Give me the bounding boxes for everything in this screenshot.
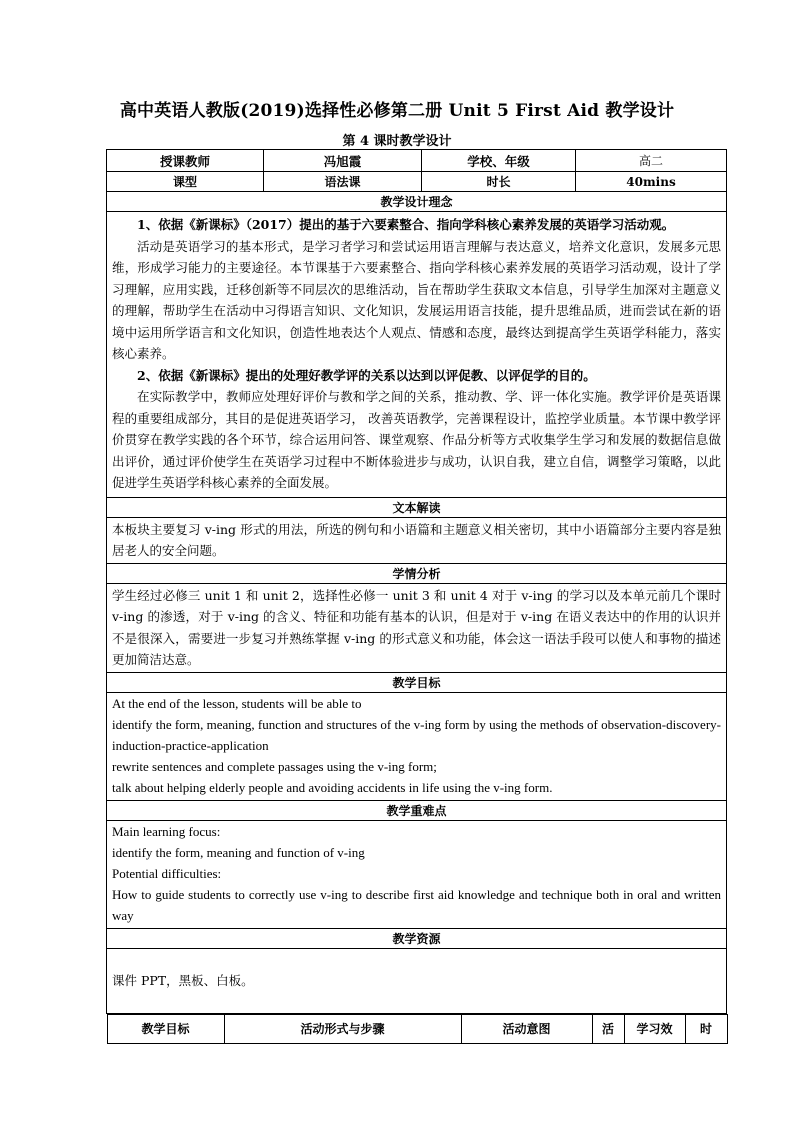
document-subtitle: 第 4 课时教学设计 [342,134,452,149]
concept-body [107,212,727,498]
concept-body-row [107,212,727,498]
key-points-heading-row [107,800,727,820]
lesson-type-value: 语法课 [264,172,422,192]
process-col-intent: 活动意图 [461,1014,592,1043]
objectives-body-row [107,692,727,800]
key-points-heading: 教学重难点 [107,800,727,820]
resources-heading-row [107,928,727,948]
text-analysis-body: 本板块主要复习 v-ing 形式的用法，所选的例句和小语篇和主题意义相关密切，其中小语篇部分主要内容是独居老人的安全问题。 [107,517,727,563]
difficulties-item: How to guide students to correctly use v-ing to describe first aid knowledge and technique both in oral and written way [112,886,721,923]
main-focus-label: Main learning focus: [112,823,221,839]
resources-heading: 教学资源 [107,928,727,948]
objectives-body [107,692,727,800]
process-header-table [107,1014,728,1044]
concept-basis-2: 2、依据《新课标》提出的处理好教学评的关系以达到以评促教、以评促学的目的。 [137,367,596,383]
lesson-plan-table [106,149,727,1044]
concept-heading: 教学设计理念 [107,192,727,212]
learner-analysis-heading: 学情分析 [107,563,727,583]
process-col-effect: 学习效 [624,1014,685,1043]
objectives-heading: 教学目标 [107,672,727,692]
resources-body: 课件 PPT，黑板、白板。 [107,948,727,1013]
objective-item-1: identify the form, meaning, function and structures of the v-ing form by using the methods of observation-discovery-induction-practice-application [112,716,721,753]
learner-analysis-heading-row [107,563,727,583]
process-header-row [107,1013,727,1044]
concept-paragraph-2: 在实际教学中，教师应处理好评价与教和学之间的关系，推动教、学、评一体化实施。教学评价是英语课程的重要组成部分，其目的是促进英语学习， 改善英语教学，完善课程设计，监控学业质量。本节课中教学评价贯穿在教学实践的各个环节，综合运用问答、课堂观察、作品分析等方式收集学生学习和发展的数据信息做出评价，通过评价使学生在英语学习过程中不断体验进步与成功，认识自我，建立自信，调整学习策略，以此促进学生英语学科核心素养的全面发展。 [112,389,721,490]
lesson-type-label: 课型 [107,172,264,192]
objective-intro: At the end of the lesson, students will be able to [112,695,362,711]
teacher-label: 授课教师 [107,150,264,172]
info-row-teacher [107,150,727,172]
objective-item-3: talk about helping elderly people and avoiding accidents in life using the v-ing form. [112,779,553,795]
text-analysis-body-row [107,517,727,563]
objective-item-2: rewrite sentences and complete passages using the v-ing form; [112,758,437,774]
process-col-objective: 教学目标 [107,1014,224,1043]
process-col-time: 时 [685,1014,727,1043]
school-grade-label: 学校、年级 [422,150,576,172]
main-focus-item: identify the form, meaning and function of v-ing [112,844,365,860]
document-title: 高中英语人教版(2019)选择性必修第二册 Unit 5 First Aid 教学设计 [119,101,675,121]
process-col-activity-short: 活 [592,1014,624,1043]
concept-heading-row [107,192,727,212]
duration-label: 时长 [422,172,576,192]
objectives-heading-row [107,672,727,692]
text-analysis-heading-row [107,497,727,517]
text-analysis-heading: 文本解读 [107,497,727,517]
difficulties-label: Potential difficulties: [112,865,222,881]
key-points-body [107,820,727,928]
concept-paragraph-1: 活动是英语学习的基本形式，是学习者学习和尝试运用语言理解与表达意义，培养文化意识，发展多元思维，形成学习能力的主要途径。本节课基于六要素整合、指向学科核心素养发展的英语学习活动观，设计了学习理解，应用实践，迁移创新等不同层次的思维活动，旨在帮助学生获取文本信息，引导学生加深对主题意义的理解，帮助学生在活动中习得语言知识、文化知识，发展运用语言技能，提升思维品质，进而尝试在新的语境中运用所学语言和文化知识，创造性地表达个人观点、情感和态度，最终达到提高学生英语学科能力，落实核心素养。 [112,238,721,361]
learner-analysis-body: 学生经过必修三 unit 1 和 unit 2，选择性必修一 unit 3 和 unit 4 对于 v-ing 的学习以及本单元前几个课时 v-ing 的渗透，对于 v-ing 的含义、特征和功能有基本的认识，但是对于 v-ing 在语义表达中的作用的认识并不是很深入，需要进一步复习并熟练掌握 v-ing 的形式意义和功能，体会这一语法手段可以使人和事物的描述更加简洁达意。 [107,583,727,672]
concept-basis-1: 1、依据《新课标》（2017）提出的基于六要素整合、指向学科核心素养发展的英语学习活动观。 [137,217,675,232]
process-col-activity: 活动形式与步骤 [224,1014,461,1043]
learner-analysis-body-row [107,583,727,672]
resources-body-row [107,948,727,1013]
school-grade-value: 高二 [576,150,727,172]
duration-value: 40mins [576,172,727,192]
teacher-value: 冯旭霞 [264,150,422,172]
info-row-type [107,172,727,192]
key-points-body-row [107,820,727,928]
